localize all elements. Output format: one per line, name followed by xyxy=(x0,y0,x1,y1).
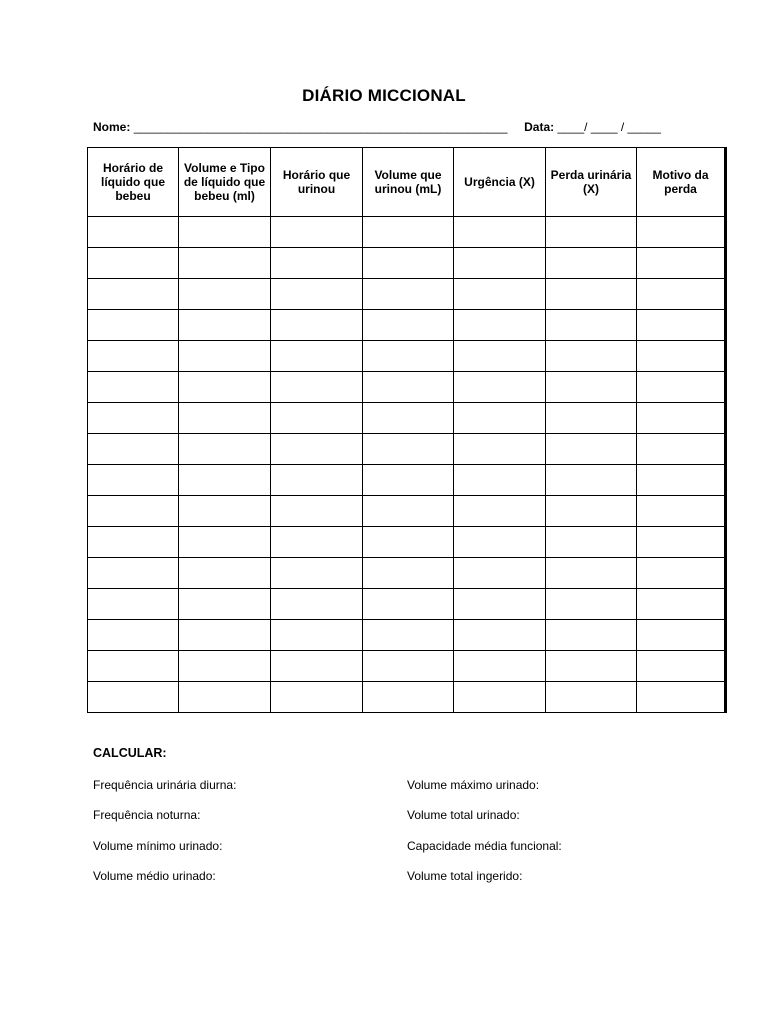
table-cell xyxy=(179,217,271,248)
table-cell xyxy=(179,434,271,465)
table-cell xyxy=(637,217,726,248)
table-cell xyxy=(637,651,726,682)
table-cell xyxy=(363,341,454,372)
table-cell xyxy=(271,682,363,713)
table-cell xyxy=(363,403,454,434)
table-cell xyxy=(454,527,546,558)
table-cell xyxy=(363,465,454,496)
table-row xyxy=(88,496,726,527)
table-cell xyxy=(546,589,637,620)
table-row xyxy=(88,403,726,434)
table-cell xyxy=(637,496,726,527)
header-horario-urinou: Horário que urinou xyxy=(271,148,363,217)
table-cell xyxy=(637,248,726,279)
table-cell xyxy=(363,310,454,341)
table-cell xyxy=(546,403,637,434)
table-cell xyxy=(88,217,179,248)
table-cell xyxy=(637,372,726,403)
table-cell xyxy=(637,558,726,589)
table-cell xyxy=(88,279,179,310)
table-cell xyxy=(454,682,546,713)
table-cell xyxy=(454,372,546,403)
table-cell xyxy=(88,341,179,372)
table-cell xyxy=(88,651,179,682)
table-cell xyxy=(88,682,179,713)
table-cell xyxy=(454,217,546,248)
table-cell xyxy=(271,620,363,651)
calc-volume-maximo: Volume máximo urinado: xyxy=(407,778,540,792)
table-row xyxy=(88,341,726,372)
table-cell xyxy=(179,589,271,620)
table-cell xyxy=(363,620,454,651)
table-cell xyxy=(454,403,546,434)
table-cell xyxy=(179,341,271,372)
name-label: Nome: xyxy=(93,120,131,134)
table-cell xyxy=(546,279,637,310)
table-row xyxy=(88,248,726,279)
table-cell xyxy=(363,496,454,527)
table-cell xyxy=(88,589,179,620)
header-perda-urinaria: Perda urinária (X) xyxy=(546,148,637,217)
table-cell xyxy=(454,589,546,620)
table-row xyxy=(88,372,726,403)
table-cell xyxy=(271,496,363,527)
table-cell xyxy=(271,434,363,465)
table-cell xyxy=(363,527,454,558)
table-cell xyxy=(454,558,546,589)
table-cell xyxy=(546,372,637,403)
table-cell xyxy=(88,527,179,558)
table-cell xyxy=(454,248,546,279)
table-header-row xyxy=(88,148,726,217)
table-row xyxy=(88,589,726,620)
table-cell xyxy=(454,465,546,496)
table-cell xyxy=(179,527,271,558)
table-cell xyxy=(88,310,179,341)
table-cell xyxy=(637,682,726,713)
calc-volume-total-urinado: Volume total urinado: xyxy=(407,808,520,822)
table-cell xyxy=(179,372,271,403)
name-blank: ________________________________________________________ xyxy=(133,120,508,134)
name-date-line xyxy=(93,120,693,134)
table-cell xyxy=(271,589,363,620)
calc-frequencia-diurna: Frequência urinária diurna: xyxy=(93,778,237,792)
table-row xyxy=(88,651,726,682)
table-row xyxy=(88,465,726,496)
table-cell xyxy=(546,217,637,248)
table-cell xyxy=(637,310,726,341)
table-cell xyxy=(88,248,179,279)
table-cell xyxy=(546,465,637,496)
table-cell xyxy=(88,465,179,496)
table-cell xyxy=(546,341,637,372)
table-row xyxy=(88,558,726,589)
table-cell xyxy=(88,372,179,403)
table-cell xyxy=(271,403,363,434)
header-horario-liquido: Horário de líquido que bebeu xyxy=(88,148,179,217)
page-title: DIÁRIO MICCIONAL xyxy=(302,86,466,105)
table-cell xyxy=(179,403,271,434)
table-cell xyxy=(88,496,179,527)
table-cell xyxy=(179,682,271,713)
table-cell xyxy=(271,248,363,279)
header-motivo-perda: Motivo da perda xyxy=(637,148,726,217)
table-cell xyxy=(179,279,271,310)
table-cell xyxy=(637,434,726,465)
table-cell xyxy=(363,682,454,713)
table-cell xyxy=(454,279,546,310)
table-cell xyxy=(271,341,363,372)
table-cell xyxy=(454,310,546,341)
table-cell xyxy=(637,527,726,558)
table-cell xyxy=(546,527,637,558)
table-cell xyxy=(454,341,546,372)
table-row xyxy=(88,682,726,713)
date-label: Data: xyxy=(524,120,555,134)
table-cell xyxy=(454,496,546,527)
calc-volume-medio: Volume médio urinado: xyxy=(93,869,216,883)
table-cell xyxy=(179,558,271,589)
table-cell xyxy=(454,620,546,651)
table-cell xyxy=(363,558,454,589)
table-cell xyxy=(454,651,546,682)
table-cell xyxy=(179,465,271,496)
calc-capacidade-media: Capacidade média funcional: xyxy=(407,839,562,853)
table-cell xyxy=(363,248,454,279)
calc-frequencia-noturna: Frequência noturna: xyxy=(93,808,201,822)
table-cell xyxy=(179,620,271,651)
table-cell xyxy=(271,372,363,403)
table-cell xyxy=(271,279,363,310)
table-cell xyxy=(271,558,363,589)
table-cell xyxy=(454,434,546,465)
date-blank: ____/ ____ / _____ xyxy=(557,120,661,134)
table-row xyxy=(88,620,726,651)
table-cell xyxy=(363,217,454,248)
table-cell xyxy=(179,248,271,279)
table-row xyxy=(88,310,726,341)
header-urgencia: Urgência (X) xyxy=(454,148,546,217)
table-row xyxy=(88,217,726,248)
calc-volume-minimo: Volume mínimo urinado: xyxy=(93,839,223,853)
calc-volume-total-ingerido: Volume total ingerido: xyxy=(407,869,523,883)
table-cell xyxy=(271,217,363,248)
table-cell xyxy=(546,310,637,341)
table-cell xyxy=(271,527,363,558)
table-row xyxy=(88,527,726,558)
table-cell xyxy=(179,496,271,527)
table-cell xyxy=(88,434,179,465)
table-cell xyxy=(271,465,363,496)
table-cell xyxy=(546,248,637,279)
table-cell xyxy=(271,651,363,682)
table-cell xyxy=(637,279,726,310)
header-volume-tipo-liquido: Volume e Tipo de líquido que bebeu (ml) xyxy=(179,148,271,217)
table-cell xyxy=(637,341,726,372)
table-cell xyxy=(546,620,637,651)
table-row xyxy=(88,434,726,465)
table-cell xyxy=(88,620,179,651)
table-cell xyxy=(179,310,271,341)
table-cell xyxy=(546,682,637,713)
table-cell xyxy=(271,310,363,341)
table-cell xyxy=(637,589,726,620)
table-cell xyxy=(363,651,454,682)
table-cell xyxy=(88,403,179,434)
table-row xyxy=(88,279,726,310)
table-cell xyxy=(637,620,726,651)
table-cell xyxy=(363,434,454,465)
table-cell xyxy=(363,372,454,403)
diary-table xyxy=(87,147,727,713)
header-volume-urinou: Volume que urinou (mL) xyxy=(363,148,454,217)
calcular-title: CALCULAR: xyxy=(93,746,167,760)
table-cell xyxy=(363,589,454,620)
table-cell xyxy=(88,558,179,589)
table-cell xyxy=(363,279,454,310)
table-cell xyxy=(637,403,726,434)
table-cell xyxy=(179,651,271,682)
table-cell xyxy=(546,496,637,527)
table-cell xyxy=(637,465,726,496)
table-cell xyxy=(546,651,637,682)
table-cell xyxy=(546,558,637,589)
table-cell xyxy=(546,434,637,465)
